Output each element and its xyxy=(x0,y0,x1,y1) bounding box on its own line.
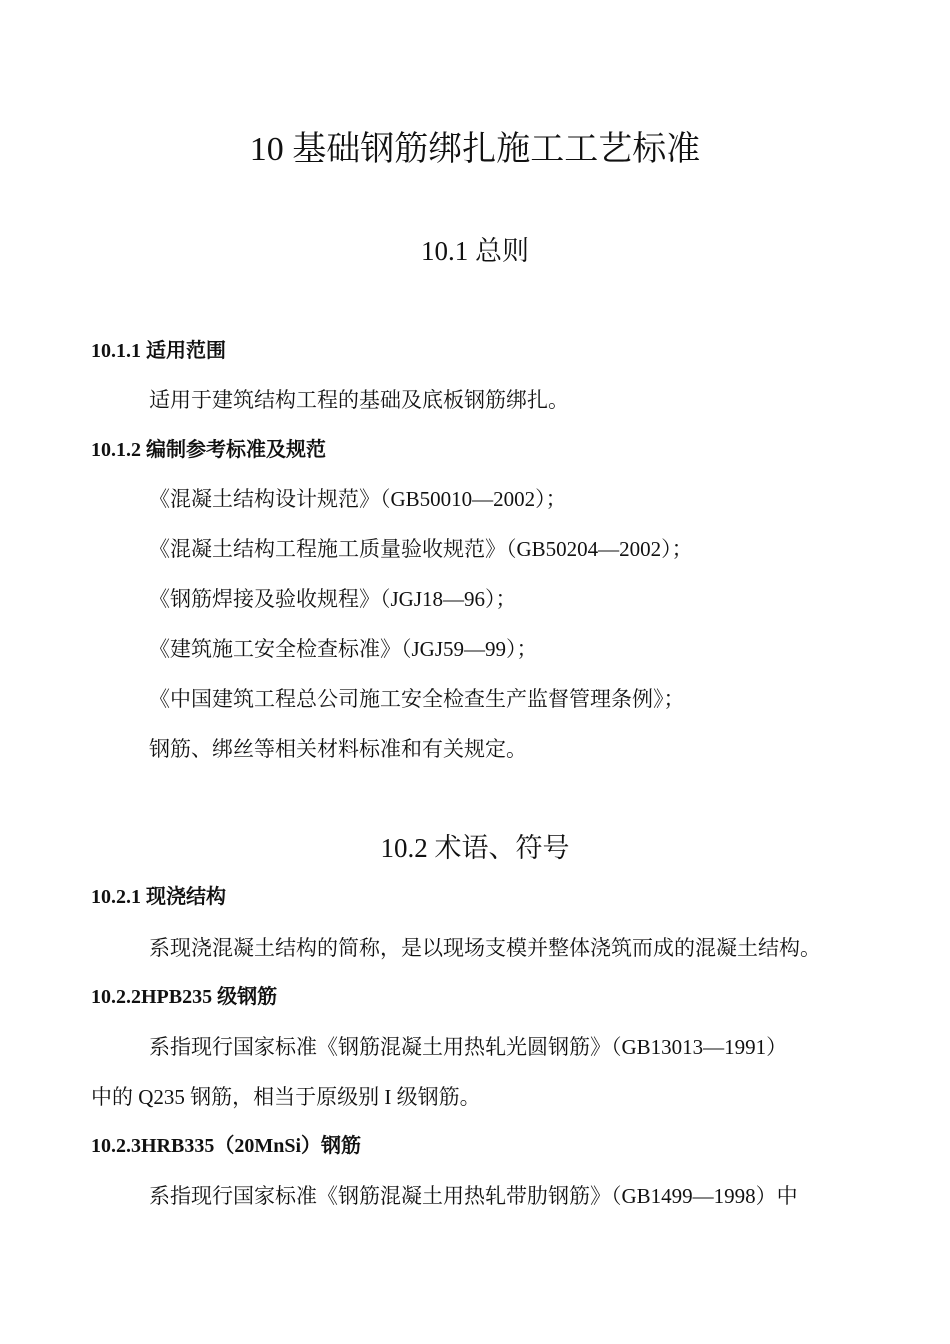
subsection-heading: 10.1.1 适用范围 xyxy=(91,340,226,362)
paragraph: 《混凝土结构设计规范》（GB50010—2002）； xyxy=(149,487,567,511)
paragraph: 钢筋、绑丝等相关材料标准和有关规定。 xyxy=(149,737,527,761)
subsection-heading: 10.1.2 编制参考标准及规范 xyxy=(91,439,326,461)
subsection-heading: 10.2.3HRB335（20MnSi）钢筋 xyxy=(91,1135,362,1157)
paragraph: 《建筑施工安全检查标准》（JGJ59—99）； xyxy=(149,637,538,661)
paragraph: 系现浇混凝土结构的简称，是以现场支模并整体浇筑而成的混凝土结构。 xyxy=(149,936,821,960)
section-heading: 10.1 总则 xyxy=(421,236,529,266)
paragraph: 系指现行国家标准《钢筋混凝土用热轧带肋钢筋》（GB1499—1998）中 xyxy=(149,1184,798,1208)
paragraph: 《中国建筑工程总公司施工安全检查生产监督管理条例》； xyxy=(149,687,685,711)
paragraph: 《钢筋焊接及验收规程》（JGJ18—96）； xyxy=(149,587,517,611)
paragraph: 中的 Q235 钢筋，相当于原级别 I 级钢筋。 xyxy=(91,1085,481,1109)
paragraph: 适用于建筑结构工程的基础及底板钢筋绑扎。 xyxy=(149,388,569,412)
paragraph: 系指现行国家标准《钢筋混凝土用热轧光圆钢筋》（GB13013—1991） xyxy=(149,1035,788,1059)
subsection-heading: 10.2.2HPB235 级钢筋 xyxy=(91,986,278,1008)
subsection-heading: 10.2.1 现浇结构 xyxy=(91,886,226,908)
document-title: 10 基础钢筋绑扎施工工艺标准 xyxy=(249,131,701,168)
paragraph: 《混凝土结构工程施工质量验收规范》（GB50204—2002）； xyxy=(149,537,693,561)
section-heading: 10.2 术语、符号 xyxy=(380,833,570,863)
